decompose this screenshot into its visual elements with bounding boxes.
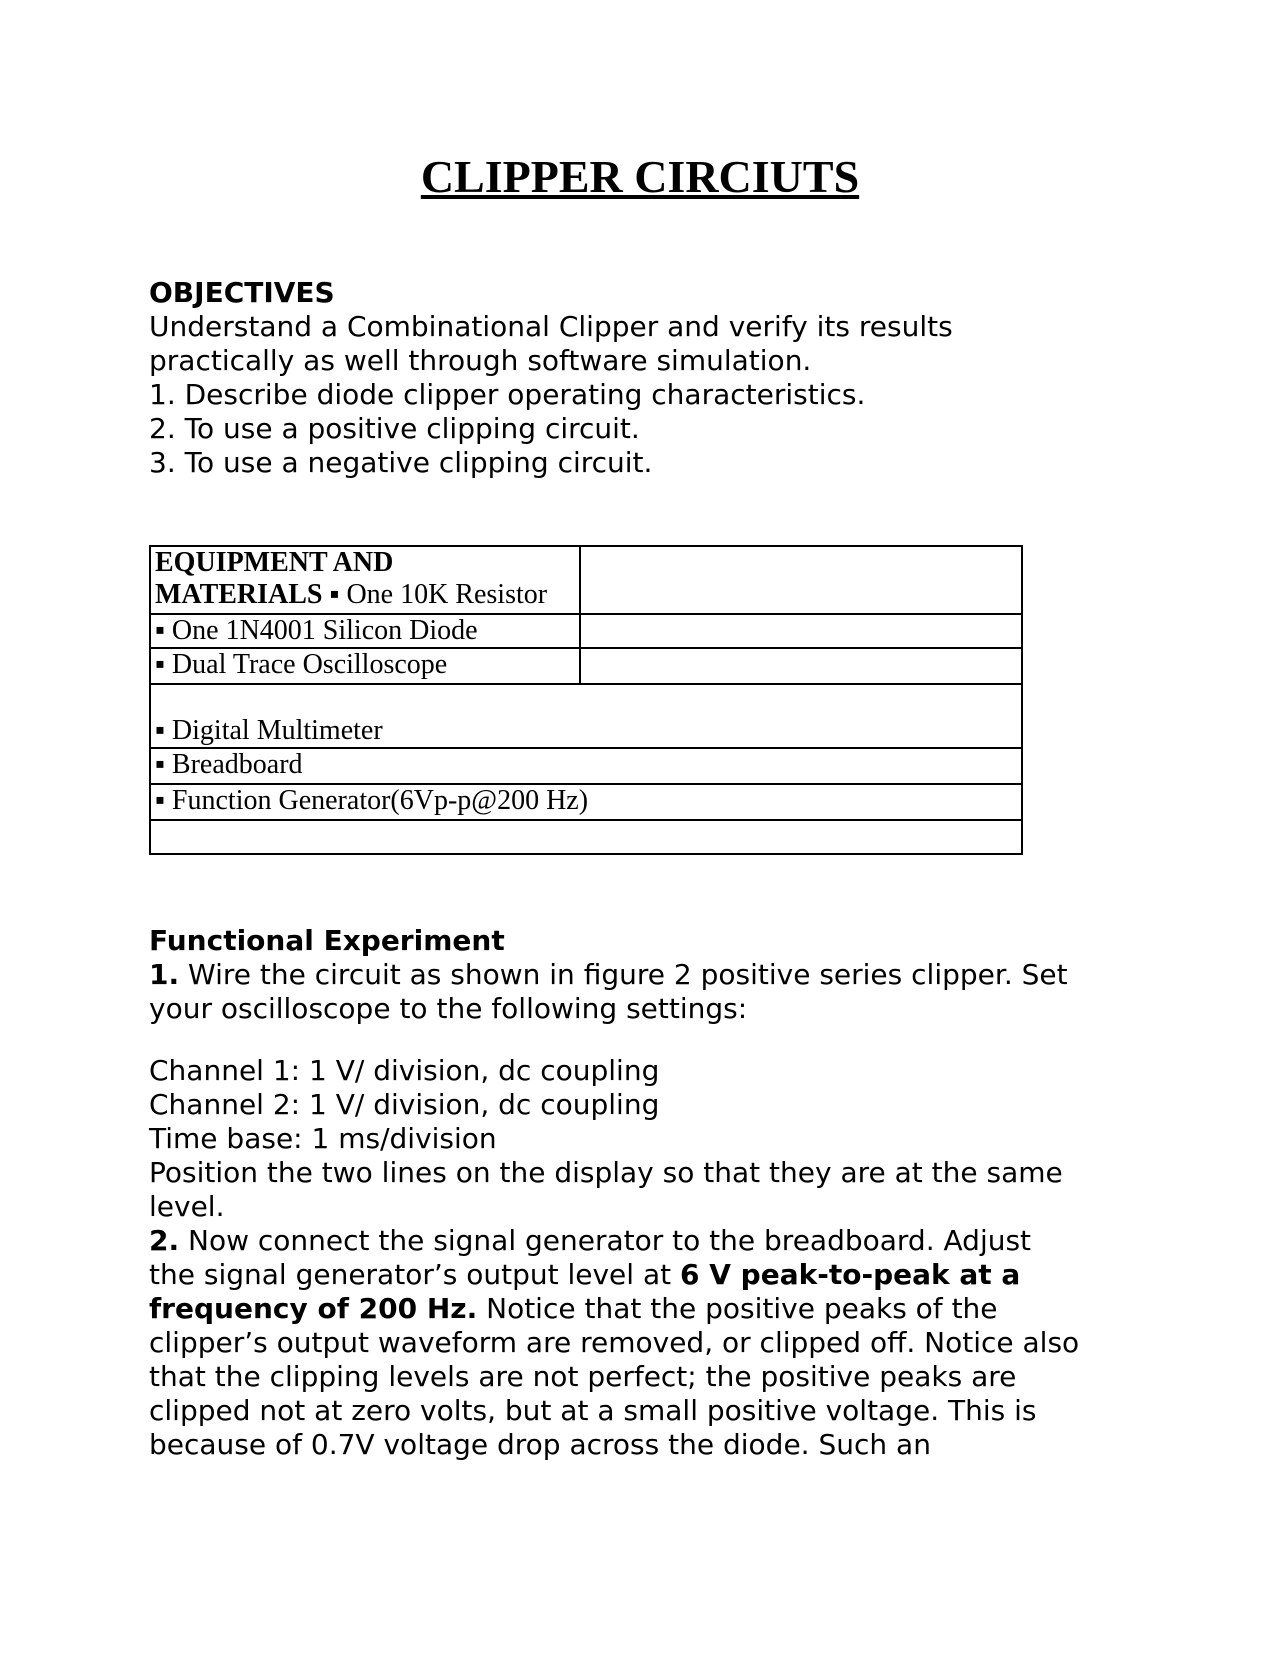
objective-item: 3. To use a negative clipping circuit.: [149, 446, 653, 479]
empty-cell: [580, 546, 1022, 614]
equipment-item: ▪ Function Generator(6Vp-p@200 Hz): [150, 784, 1022, 820]
step-line: [149, 1258, 1149, 1292]
step-line: that the clipping levels are not perfect; the positive peaks are: [149, 1360, 1017, 1393]
equipment-item: ▪ Digital Multimeter: [150, 684, 1022, 748]
step-line: your oscilloscope to the following settings:: [149, 992, 748, 1025]
empty-cell: [150, 820, 1022, 854]
step-text: Wire the circuit as shown in figure 2 positive series clipper. Set: [179, 958, 1068, 991]
table-row: [150, 748, 1022, 784]
table-row: [150, 684, 1022, 748]
table-row: [150, 614, 1022, 648]
objectives-intro-line: practically as well through software simulation.: [149, 344, 812, 377]
empty-cell: [580, 648, 1022, 684]
step-number: 1.: [149, 958, 180, 991]
objective-item: 1. Describe diode clipper operating characteristics.: [149, 378, 866, 411]
equipment-heading: MATERIALS: [155, 579, 323, 610]
step-number: 2.: [149, 1224, 180, 1257]
setting-line: Channel 2: 1 V/ division, dc coupling: [149, 1088, 660, 1121]
functional-heading: Functional Experiment: [149, 924, 505, 957]
table-row: [150, 546, 1022, 614]
step-line: [149, 1224, 1149, 1258]
step-emphasis: 6 V peak-to-peak at a: [680, 1258, 1021, 1291]
equipment-item: ▪ Breadboard: [150, 748, 1022, 784]
step-line: [149, 958, 1149, 992]
step-text: Notice that the positive peaks of the: [477, 1292, 998, 1325]
table-row: [150, 820, 1022, 854]
equipment-item: ▪ One 10K Resistor: [322, 579, 548, 610]
spacer: [149, 1026, 1149, 1054]
equipment-table: [149, 545, 1023, 855]
table-row: [150, 648, 1022, 684]
step-line: because of 0.7V voltage drop across the diode. Such an: [149, 1428, 931, 1461]
position-line: Position the two lines on the display so that they are at the same: [149, 1156, 1063, 1189]
step-text: Now connect the signal generator to the breadboard. Adjust: [179, 1224, 1032, 1257]
step-emphasis: frequency of 200 Hz.: [149, 1292, 478, 1325]
step-line: clipper’s output waveform are removed, or clipped off. Notice also: [149, 1326, 1080, 1359]
objectives-section: [149, 276, 1149, 480]
equipment-heading: EQUIPMENT AND: [155, 547, 394, 578]
objectives-heading: OBJECTIVES: [149, 276, 335, 309]
equipment-heading-cell: [150, 546, 580, 614]
position-line: level.: [149, 1190, 225, 1223]
step-line: [149, 1292, 1149, 1326]
objective-item: 2. To use a positive clipping circuit.: [149, 412, 640, 445]
step-line: clipped not at zero volts, but at a small positive voltage. This is: [149, 1394, 1037, 1427]
objectives-intro-line: Understand a Combinational Clipper and verify its results: [149, 310, 953, 343]
table-row: [150, 784, 1022, 820]
setting-line: Channel 1: 1 V/ division, dc coupling: [149, 1054, 660, 1087]
functional-section: [149, 924, 1149, 1462]
empty-cell: [580, 614, 1022, 648]
page-title: CLIPPER CIRCIUTS: [420, 151, 860, 202]
step-text: the signal generator’s output level at: [149, 1258, 681, 1291]
equipment-item: ▪ Dual Trace Oscilloscope: [150, 648, 580, 684]
setting-line: Time base: 1 ms/division: [149, 1122, 497, 1155]
equipment-item: ▪ One 1N4001 Silicon Diode: [150, 614, 580, 648]
